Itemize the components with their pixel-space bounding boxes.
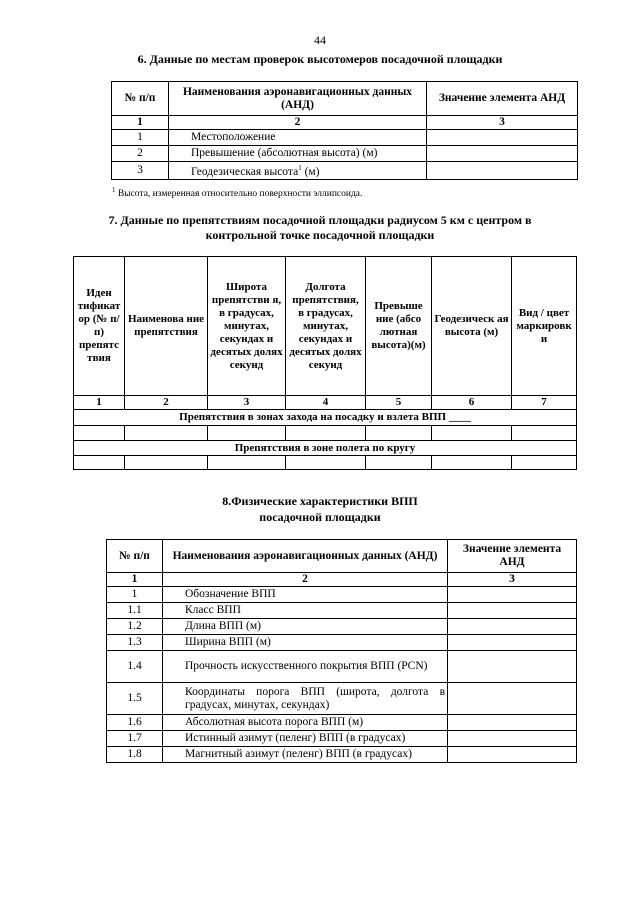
row-value [448,731,577,747]
header-longitude: Долгота препятствия, в градусах, минутах, секундах и десятых долях секунд [286,257,366,396]
row-num: 1.4 [107,651,163,683]
col-number: 2 [125,396,208,410]
empty-cell [432,426,512,441]
table-row [112,130,578,146]
row-name: Класс ВПП [163,603,448,619]
table-header-row [112,82,578,116]
section8-title-line1: 8.Физические характеристики ВПП [222,494,418,508]
row-num: 1.2 [107,619,163,635]
row-num: 1.7 [107,731,163,747]
row-name: Истинный азимут (пеленг) ВПП (в градусах) [163,731,448,747]
empty-cell [432,456,512,470]
table-row [107,715,577,731]
row-name: Абсолютная высота порога ВПП (м) [163,715,448,731]
empty-cell [208,426,286,441]
table-row [107,747,577,763]
col-number: 2 [169,116,427,130]
table-row [107,603,577,619]
empty-cell [74,426,125,441]
col-number: 1 [107,573,163,587]
col-number: 2 [163,573,448,587]
header-num: № п/п [107,540,163,573]
section6-title: 6. Данные по местам проверок высотомеров посадочной площадки [137,52,503,66]
col-number: 6 [432,396,512,410]
table-row [107,619,577,635]
col-number: 3 [208,396,286,410]
section7-title-line2: контрольной точке посадочной площадки [205,228,435,242]
col-number: 3 [427,116,578,130]
group-label-approach: Препятствия в зонах захода на посадку и взлета ВПП ____ [74,410,577,426]
section8-table [106,539,577,763]
table-row [107,683,577,715]
column-number-row [74,396,577,410]
table-row [107,635,577,651]
row-name: Координаты порога ВПП (широта, долгота в градусах, минутах, секундах) [163,683,448,715]
table-row [107,587,577,603]
row-name [169,162,427,180]
row-num: 1.3 [107,635,163,651]
header-value: Значение элемента АНД [448,540,577,573]
row-num: 1.5 [107,683,163,715]
group-row [74,410,577,426]
header-num: № п/п [112,82,169,116]
column-number-row [107,573,577,587]
col-number: 4 [286,396,366,410]
footnote [112,186,362,199]
column-number-row [112,116,578,130]
group-row [74,441,577,456]
row-num: 1.8 [107,747,163,763]
col-number: 1 [74,396,125,410]
table-row [74,426,577,441]
row-value [427,130,578,146]
header-name: Наименования аэронавигационных данных (АНД) [169,82,427,116]
empty-cell [512,426,577,441]
header-value: Значение элемента АНД [427,82,578,116]
row-num: 1.1 [107,603,163,619]
col-number: 5 [366,396,432,410]
header-marking: Вид / цвет маркировк и [512,257,577,396]
section7-title-line1: 7. Данные по препятствиям посадочной площадки радиусом 5 км с центром в [108,213,532,227]
row-name: Обозначение ВПП [163,587,448,603]
section6-table [111,81,578,180]
empty-cell [366,456,432,470]
row-value [448,651,577,683]
row-name: Длина ВПП (м) [163,619,448,635]
empty-cell [366,426,432,441]
row-name: Магнитный азимут (пеленг) ВПП (в градусах) [163,747,448,763]
empty-cell [125,426,208,441]
header-elevation: Превыше ние (абсо лютная высота)(м) [366,257,432,396]
table-row [74,456,577,470]
row-value [427,146,578,162]
row-name: Местоположение [169,130,427,146]
empty-cell [286,426,366,441]
col-number: 1 [112,116,169,130]
row-value [448,747,577,763]
row-num: 1 [107,587,163,603]
table-row [112,146,578,162]
section7-table [73,256,577,470]
footnote-ref: 1 [298,164,302,172]
row-value [448,587,577,603]
row-name-suffix: (м) [301,165,320,178]
empty-cell [125,456,208,470]
row-value [427,162,578,180]
row-value [448,715,577,731]
table-row [112,162,578,180]
row-name: Прочность искусственного покрытия ВПП (PCN) [163,651,448,683]
table-header-row [107,540,577,573]
table-header-row [74,257,577,396]
row-num: 3 [112,162,169,180]
row-name: Ширина ВПП (м) [163,635,448,651]
section8-title-line2: посадочной площадки [259,510,381,524]
empty-cell [208,456,286,470]
row-num: 1.6 [107,715,163,731]
row-value [448,683,577,715]
row-num: 1 [112,130,169,146]
header-obstacle-name: Наименова ние препятствия [125,257,208,396]
header-latitude: Широта препятстви я, в градусах, минутах, секундах и десятых долях секунд [208,257,286,396]
table-row [107,731,577,747]
row-value [448,619,577,635]
empty-cell [74,456,125,470]
table-row [107,651,577,683]
empty-cell [512,456,577,470]
col-number: 3 [448,573,577,587]
row-name: Превышение (абсолютная высота) (м) [169,146,427,162]
header-geodetic-height: Геодезическ ая высота (м) [432,257,512,396]
row-name-text: Геодезическая высота [191,165,299,178]
row-value [448,635,577,651]
footnote-text: Высота, измеренная относительно поверхности эллипсоида. [115,189,363,200]
footnote-mark: 1 [112,186,116,194]
col-number: 7 [512,396,577,410]
page-number: 44 [314,33,326,47]
group-label-circling: Препятствия в зоне полета по кругу [74,441,577,456]
row-value [448,603,577,619]
empty-cell [286,456,366,470]
header-identifier: Иден тификат ор (№ п/п) препятс твия [74,257,125,396]
header-name: Наименования аэронавигационных данных (АНД) [163,540,448,573]
row-num: 2 [112,146,169,162]
